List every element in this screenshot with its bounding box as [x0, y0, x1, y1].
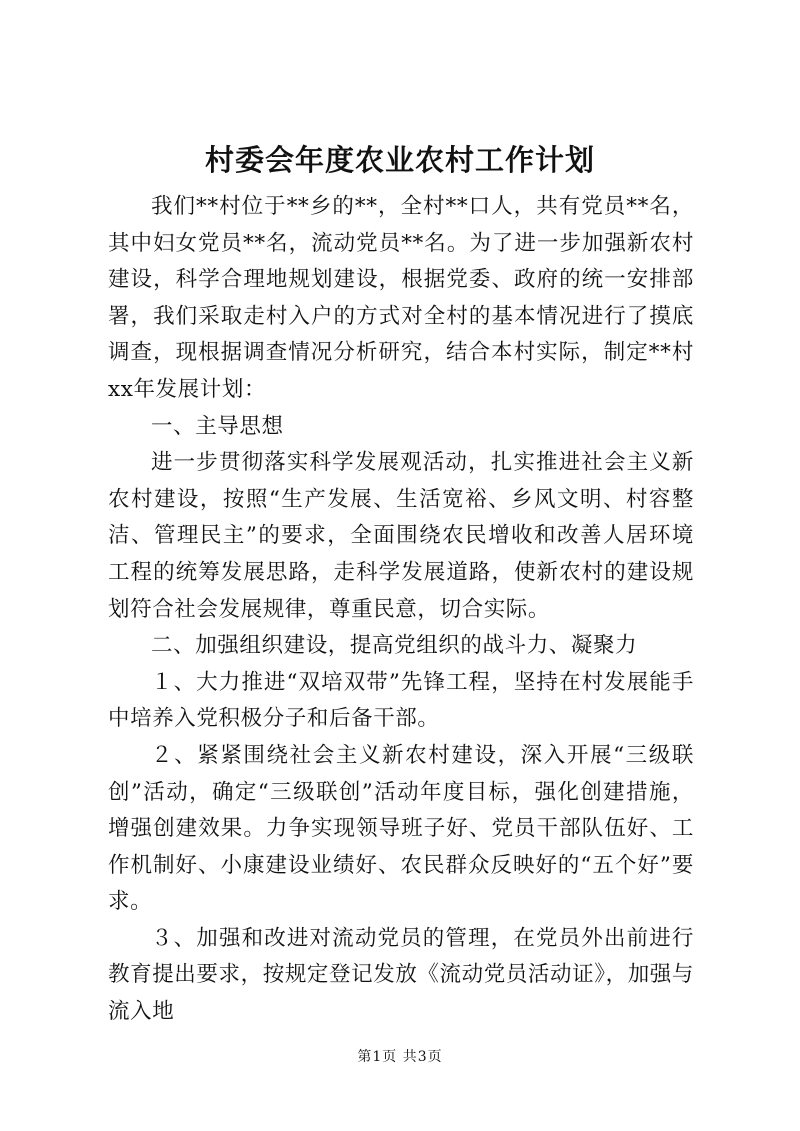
paragraph-item-1: １、大力推进“双培双带”先锋工程，坚持在村发展能手中培养入党积极分子和后备干部。	[108, 669, 694, 732]
section-heading-guiding-ideology: 一、主导思想	[151, 413, 284, 439]
paragraph-intro: 我们**村位于**乡的**，全村**口人，共有党员**名，其中妇女党员**名，流动党员**名。为了进一步加强新农村建设，科学合理地规划建设，根据党委、政府的统一安排部署，我们采取走村入户的方式对全村的基本情况进行了摸底调查，现根据调查情况分析研究，结合本村实际，制定**村xx年发展计划：	[108, 194, 694, 402]
page-number: 第1页 共3页	[357, 1049, 443, 1065]
section-heading-organization: 二、加强组织建设，提高党组织的战斗力、凝聚力	[151, 633, 638, 659]
paragraph-guiding-ideology: 进一步贯彻落实科学发展观活动，扎实推进社会主义新农村建设，按照“生产发展、生活宽裕、乡风文明、村容整洁、管理民主”的要求，全面围绕农民增收和改善人居环境工程的统筹发展思路，走科学发展道路，使新农村的建设规划符合社会发展规律，尊重民意，切合实际。	[108, 450, 694, 622]
paragraph-item-3: ３、加强和改进对流动党员的管理，在党员外出前进行教育提出要求，按规定登记发放《流动党员活动证》，加强与流入地	[108, 925, 694, 1025]
paragraph-item-2: ２、紧紧围绕社会主义新农村建设，深入开展“三级联创”活动，确定“三级联创”活动年度目标，强化创建措施，增强创建效果。力争实现领导班子好、党员干部队伍好、工作机制好、小康建设业绩好、农民群众反映好的“五个好”要求。	[108, 742, 694, 915]
document-body	[108, 189, 694, 1031]
document-title: 村委会年度农业农村工作计划	[204, 143, 595, 177]
